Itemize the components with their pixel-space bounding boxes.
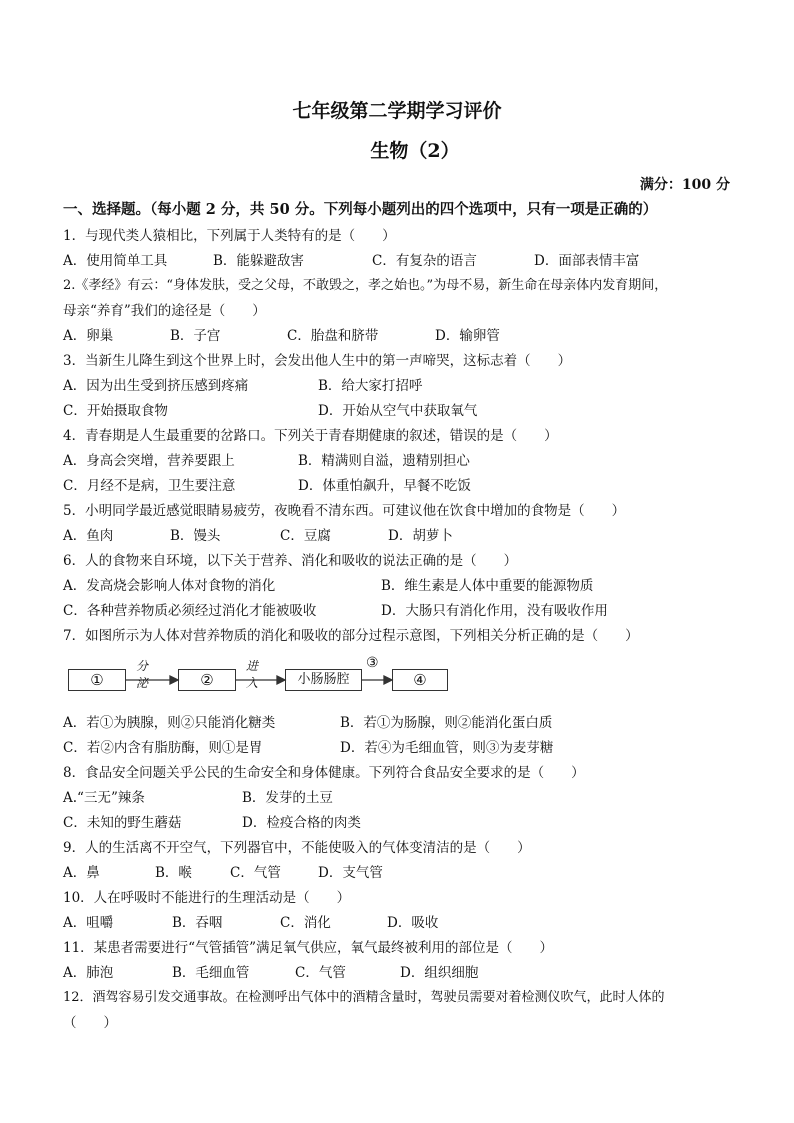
diagram-box-1: ① <box>68 669 126 691</box>
q9-option-d: D．支气管 <box>318 865 383 881</box>
q4-option-c: C．月经不是病，卫生要注意 <box>63 478 236 494</box>
page-subtitle: 生物（2） <box>370 140 460 162</box>
q10-option-c: C．消化 <box>280 915 331 931</box>
q4-option-b: B．精满则自溢，遗精别担心 <box>298 453 470 469</box>
q2-option-d: D．输卵管 <box>435 328 500 344</box>
q3-option-c: C．开始摄取食物 <box>63 403 168 419</box>
q9-option-b: B．喉 <box>155 865 192 881</box>
q9-option-c: C．气管 <box>230 865 281 881</box>
diagram-box-small-intestine: 小肠肠腔 <box>285 669 362 691</box>
question-9-stem: 9．人的生活离不开空气，下列器官中，不能使吸入的气体变清洁的是（ ） <box>63 840 531 856</box>
question-2-stem-cont: 母亲“养育”我们的途径是（ ） <box>63 303 266 319</box>
q8-option-a: A.“三无”辣条 <box>63 790 145 806</box>
page-title: 七年级第二学期学习评价 <box>292 100 502 122</box>
q8-option-b: B．发芽的土豆 <box>242 790 333 806</box>
diagram-box-4: ④ <box>392 669 448 691</box>
arrow-1-head <box>170 676 178 684</box>
question-5-stem: 5．小明同学最近感觉眼睛易疲劳，夜晚看不清东西。可建议他在饮食中增加的食物是（ ） <box>63 503 626 519</box>
q11-option-c: C．气管 <box>295 965 346 981</box>
question-11-stem: 11．某患者需要进行“气管插管”满足氧气供应，氧气最终被利用的部位是（ ） <box>63 940 553 956</box>
q5-option-b: B．馒头 <box>170 528 221 544</box>
section-heading: 一、选择题。（每小题 2 分，共 50 分。下列每小题列出的四个选项中，只有一项是正确的） <box>63 201 658 218</box>
diagram-box-2: ② <box>178 669 236 691</box>
q2-option-c: C．胎盘和脐带 <box>287 328 379 344</box>
question-3-stem: 3．当新生儿降生到这个世界上时，会发出他人生中的第一声啼哭，这标志着（ ） <box>63 353 572 369</box>
q7-option-a: A．若①为胰腺，则②只能消化糖类 <box>63 715 276 731</box>
question-6-stem: 6．人的食物来自环境，以下关于营养、消化和吸收的说法正确的是（ ） <box>63 553 518 569</box>
question-2-stem: 2.《孝经》有云：“身体发肤，受之父母，不敢毁之，孝之始也。”为母不易，新生命在母亲体内发育期间， <box>63 278 668 293</box>
question-1-stem: 1．与现代类人猿相比，下列属于人类特有的是（ ） <box>63 228 396 244</box>
q1-option-b: B．能躲避敌害 <box>213 253 304 269</box>
q5-option-a: A．鱼肉 <box>63 528 114 544</box>
q1-option-a: A．使用简单工具 <box>63 253 168 269</box>
q3-option-d: D．开始从空气中获取氧气 <box>318 403 478 419</box>
question-12-stem-cont: （ ） <box>63 1015 117 1031</box>
question-8-stem: 8．食品安全问题关乎公民的生命安全和身体健康。下列符合食品安全要求的是（ ） <box>63 765 585 781</box>
q2-option-b: B．子宫 <box>170 328 221 344</box>
q6-option-b: B．维生素是人体中重要的能源物质 <box>381 578 594 594</box>
q7-option-b: B．若①为肠腺，则②能消化蛋白质 <box>340 715 553 731</box>
question-4-stem: 4．青春期是人生最重要的岔路口。下列关于青春期健康的叙述，错误的是（ ） <box>63 428 558 444</box>
q11-option-b: B．毛细血管 <box>172 965 250 981</box>
q4-option-a: A．身高会突增，营养要跟上 <box>63 453 235 469</box>
question-10-stem: 10．人在呼吸时不能进行的生理活动是（ ） <box>63 890 351 906</box>
q7-option-c: C．若②内含有脂肪酶，则①是胃 <box>63 740 263 756</box>
q10-option-b: B．吞咽 <box>172 915 223 931</box>
arrow-2-head <box>277 676 285 684</box>
question-12-stem: 12．酒驾容易引发交通事故。在检测呼出气体中的酒精含量时，驾驶员需要对着检测仪吹气，此时人体的 <box>63 990 665 1005</box>
q2-option-a: A．卵巢 <box>63 328 114 344</box>
q3-option-a: A．因为出生受到挤压感到疼痛 <box>63 378 249 394</box>
q6-option-c: C．各种营养物质必须经过消化才能被吸收 <box>63 603 317 619</box>
q8-option-d: D．检疫合格的肉类 <box>242 815 361 831</box>
q8-option-c: C．未知的野生蘑菇 <box>63 815 182 831</box>
q10-option-a: A．咀嚼 <box>63 915 114 931</box>
q1-option-c: C．有复杂的语言 <box>372 253 477 269</box>
q7-option-d: D．若④为毛细血管，则③为麦芽糖 <box>340 740 554 756</box>
arrow-3-head <box>384 676 392 684</box>
diagram-label-enter: 进入 <box>246 659 259 690</box>
q11-option-a: A．肺泡 <box>63 965 114 981</box>
q11-option-d: D．组织细胞 <box>400 965 479 981</box>
diagram-label-secrete: 分泌 <box>136 659 149 690</box>
q5-option-c: C．豆腐 <box>280 528 331 544</box>
q4-option-d: D．体重怕飙升，早餐不吃饭 <box>298 478 471 494</box>
q6-option-d: D．大肠只有消化作用，没有吸收作用 <box>381 603 608 619</box>
q6-option-a: A．发高烧会影响人体对食物的消化 <box>63 578 276 594</box>
q9-option-a: A．鼻 <box>63 865 100 881</box>
q5-option-d: D．胡萝卜 <box>388 528 453 544</box>
q1-option-d: D．面部表情丰富 <box>534 253 640 269</box>
score-label: 满分：100 分 <box>639 177 730 193</box>
q3-option-b: B．给大家打招呼 <box>318 378 423 394</box>
q10-option-d: D．吸收 <box>387 915 439 931</box>
diagram-label-3: ③ <box>366 655 379 671</box>
question-7-stem: 7．如图所示为人体对营养物质的消化和吸收的部分过程示意图，下列相关分析正确的是（ ） <box>63 628 639 644</box>
